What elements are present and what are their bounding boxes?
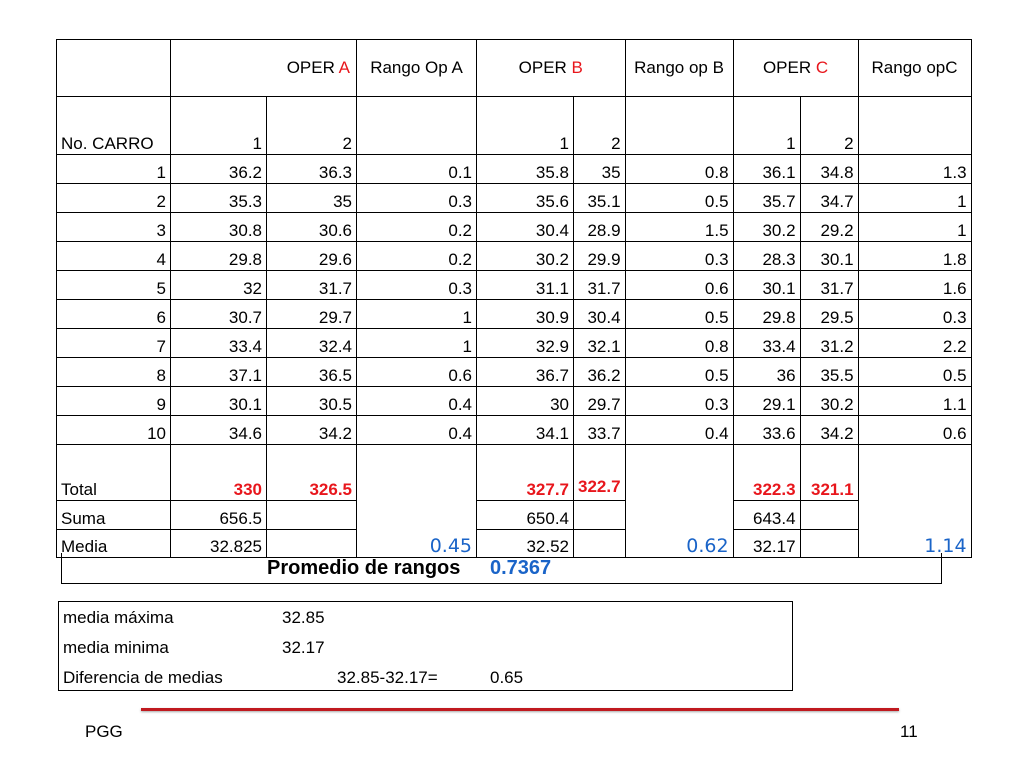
table-row [57,416,972,445]
carro-number: 4 [57,242,171,271]
table-cell: 36.3 [267,155,357,184]
table-cell: 29.7 [267,300,357,329]
table-cell: 33.4 [171,329,267,358]
oper-c-header: OPER C [733,40,858,97]
table-cell: 31.7 [267,271,357,300]
table-cell: 1.3 [858,155,971,184]
table-cell: 0.1 [357,155,477,184]
carro-number: 6 [57,300,171,329]
table-cell: 29.8 [171,242,267,271]
table-cell: 28.3 [733,242,800,271]
media-b: 32.52 [477,530,574,558]
table-cell: 0.3 [625,242,733,271]
table-cell: 35.3 [171,184,267,213]
table-cell: 0.5 [625,300,733,329]
media-c: 32.17 [733,530,800,558]
table-row [57,329,972,358]
table-cell: 1 [357,300,477,329]
table-cell: 30.4 [477,213,574,242]
table-cell: 30.2 [733,213,800,242]
table-cell: 31.1 [477,271,574,300]
oper-a-sub1: 1 [171,97,267,155]
rango-b-sub-empty [625,97,733,155]
table-cell: 0.8 [625,329,733,358]
data-table [56,39,972,558]
max-label: media máxima [63,608,174,627]
rango-c-sub-empty [858,97,971,155]
table-cell: 31.2 [800,329,858,358]
rango-a-header: Rango Op A [357,40,477,97]
table-cell: 0.5 [625,358,733,387]
rango-a-sub-empty [357,97,477,155]
table-cell: 33.6 [733,416,800,445]
promedio-label: Promedio de rangos [267,557,461,579]
header-row [57,40,972,97]
carro-number: 8 [57,358,171,387]
total-c1: 322.3 [733,445,800,501]
promedio-value: 0.7367 [490,557,552,579]
table-cell: 29.5 [800,300,858,329]
suma-c: 643.4 [733,501,800,530]
footer-author: PGG [85,722,123,741]
table-cell: 0.4 [357,416,477,445]
oper-a-header: OPER A [171,40,357,97]
suma-c-empty [800,501,858,530]
suma-b: 650.4 [477,501,574,530]
header-empty-cell [57,40,171,97]
table-row [57,184,972,213]
table-cell: 0.4 [625,416,733,445]
oper-b-letter: B [571,58,583,77]
suma-b-empty [574,501,626,530]
table-cell: 34.2 [800,416,858,445]
table-cell: 32.4 [267,329,357,358]
total-row [57,445,972,501]
table-cell: 0.5 [858,358,971,387]
table-cell: 30.7 [171,300,267,329]
suma-row [57,501,972,530]
oper-b-sub1: 1 [477,97,574,155]
carro-header-row [57,97,972,155]
table-cell: 36.2 [171,155,267,184]
carro-number: 10 [57,416,171,445]
diff-value: 0.65 [490,668,524,687]
table-cell: 33.4 [733,329,800,358]
media-label: Media [57,530,171,558]
carro-number: 3 [57,213,171,242]
total-b2: 322.7 [574,445,626,501]
table-cell: 1.1 [858,387,971,416]
table-cell: 30.5 [267,387,357,416]
table-row [57,300,972,329]
table-cell: 0.2 [357,242,477,271]
table-cell: 1 [858,213,971,242]
table-cell: 0.3 [625,387,733,416]
table-cell: 35.5 [800,358,858,387]
table-cell: 37.1 [171,358,267,387]
table-cell: 30.2 [477,242,574,271]
rango-c-media: 1.14 [858,445,971,558]
table-cell: 0.8 [625,155,733,184]
min-value: 32.17 [282,638,325,657]
table-cell: 32.9 [477,329,574,358]
table-cell: 30.8 [171,213,267,242]
table-cell: 30.2 [800,387,858,416]
page-number: 11 [900,722,918,741]
table-row [57,213,972,242]
table-cell: 1.8 [858,242,971,271]
table-cell: 33.7 [574,416,626,445]
table-cell: 0.6 [625,271,733,300]
table-cell: 0.3 [858,300,971,329]
carro-number: 5 [57,271,171,300]
table-cell: 34.1 [477,416,574,445]
table-cell: 29.9 [574,242,626,271]
no-carro-label: No. CARRO [57,97,171,155]
oper-b-sub2: 2 [574,97,626,155]
table-cell: 35 [267,184,357,213]
table-cell: 34.6 [171,416,267,445]
suma-a: 656.5 [171,501,267,530]
table-cell: 35 [574,155,626,184]
table-cell: 30 [477,387,574,416]
table-cell: 30.1 [171,387,267,416]
media-a: 32.825 [171,530,267,558]
rango-b-media: 0.62 [625,445,733,558]
oper-b-header: OPER B [477,40,626,97]
suma-label: Suma [57,501,171,530]
total-a2: 326.5 [267,445,357,501]
table-cell: 29.1 [733,387,800,416]
oper-c-sub2: 2 [800,97,858,155]
table-cell: 35.1 [574,184,626,213]
carro-number: 2 [57,184,171,213]
table-cell: 36 [733,358,800,387]
table-cell: 36.7 [477,358,574,387]
carro-number: 1 [57,155,171,184]
table-row [57,387,972,416]
rango-b-header: Rango op B [625,40,733,97]
table-cell: 30.1 [800,242,858,271]
total-b1: 327.7 [477,445,574,501]
table-cell: 0.6 [858,416,971,445]
carro-number: 7 [57,329,171,358]
table-cell: 30.9 [477,300,574,329]
table-cell: 31.7 [800,271,858,300]
table-cell: 34.7 [800,184,858,213]
table-cell: 1.5 [625,213,733,242]
table-row [57,155,972,184]
rango-c-header: Rango opC [858,40,971,97]
table-cell: 32 [171,271,267,300]
table-cell: 0.3 [357,271,477,300]
total-label: Total [57,445,171,501]
table-cell: 29.7 [574,387,626,416]
summary-box [58,601,793,691]
table-cell: 32.1 [574,329,626,358]
table-cell: 30.6 [267,213,357,242]
rango-a-media: 0.45 [357,445,477,558]
diff-expr: 32.85-32.17= [337,668,438,687]
table-cell: 28.9 [574,213,626,242]
suma-a-empty [267,501,357,530]
max-value: 32.85 [282,608,325,627]
oper-a-letter: A [338,58,350,77]
total-a1: 330 [171,445,267,501]
table-cell: 35.7 [733,184,800,213]
table-cell: 0.3 [357,184,477,213]
table-cell: 35.8 [477,155,574,184]
table-cell: 34.2 [267,416,357,445]
table-cell: 34.8 [800,155,858,184]
table-cell: 29.8 [733,300,800,329]
table-cell: 36.2 [574,358,626,387]
table-cell: 1 [357,329,477,358]
table-cell: 1 [858,184,971,213]
table-cell: 1.6 [858,271,971,300]
oper-c-letter: C [815,58,829,77]
table-cell: 29.6 [267,242,357,271]
oper-a-sub2: 2 [267,97,357,155]
min-label: media minima [63,638,169,657]
table-cell: 29.2 [800,213,858,242]
footer-divider [141,708,899,711]
carro-number: 9 [57,387,171,416]
table-row [57,358,972,387]
table-cell: 0.4 [357,387,477,416]
table-cell: 0.5 [625,184,733,213]
table-cell: 36.5 [267,358,357,387]
diff-label: Diferencia de medias [63,668,223,687]
table-cell: 0.6 [357,358,477,387]
table-cell: 31.7 [574,271,626,300]
table-row [57,271,972,300]
table-row [57,242,972,271]
table-cell: 30.1 [733,271,800,300]
total-c2: 321.1 [800,445,858,501]
table-cell: 36.1 [733,155,800,184]
promedio-box [61,553,942,584]
table-cell: 2.2 [858,329,971,358]
oper-c-sub1: 1 [733,97,800,155]
table-cell: 35.6 [477,184,574,213]
table-cell: 30.4 [574,300,626,329]
table-cell: 0.2 [357,213,477,242]
